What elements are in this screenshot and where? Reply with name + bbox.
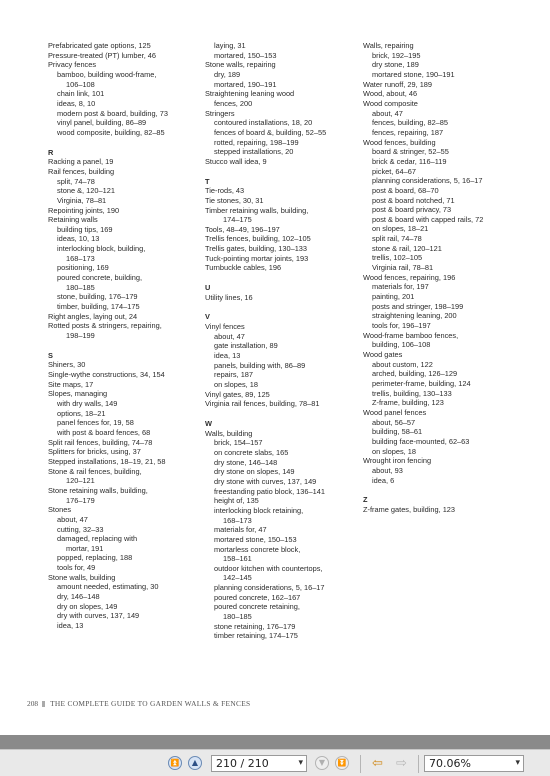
forward-arrow-icon: ⇨ — [396, 756, 407, 771]
book-title: THE COMPLETE GUIDE TO GARDEN WALLS & FENCES — [50, 699, 251, 708]
index-subentry: timber retaining, 174–175 — [214, 631, 298, 641]
index-entry: Z-frame gates, building, 123 — [363, 504, 456, 514]
index-subentry: 142–145 — [223, 573, 252, 583]
index-spacer — [205, 273, 355, 278]
page-number: 208 — [27, 699, 39, 708]
index-entry: Vinyl fences — [205, 322, 245, 332]
index-entry: Stone walls, building — [48, 572, 116, 582]
index-subentry: trellis, building, 130–133 — [372, 388, 452, 398]
index-subentry: gate installation, 89 — [214, 341, 278, 351]
index-subentry: brick, 192–195 — [372, 50, 421, 60]
index-spacer — [205, 409, 355, 414]
index-entry: Tools, 48–49, 196–197 — [205, 224, 280, 234]
index-entry: Repointing joints, 190 — [48, 205, 120, 215]
index-subentry: post & board privacy, 73 — [372, 205, 452, 215]
index-subentry: panel fences for, 19, 58 — [57, 418, 134, 428]
index-subentry: panels, building with, 86–89 — [214, 360, 306, 370]
index-entry: Retaining walls — [48, 215, 98, 225]
zoom-value: 70.06% — [429, 757, 471, 770]
index-subentry: bamboo, building wood-frame, — [57, 69, 157, 79]
index-subentry: fences, building, 82–85 — [372, 118, 449, 128]
index-entry: Stucco wall idea, 9 — [205, 156, 267, 166]
zoom-field[interactable] — [424, 755, 524, 772]
index-entry: Slopes, managing — [48, 389, 108, 399]
index-subentry: straightening leaning, 200 — [372, 311, 457, 321]
index-subentry: cutting, 32–33 — [57, 524, 104, 534]
index-subentry: 174–175 — [223, 215, 252, 225]
index-subentry: idea, 13 — [214, 351, 241, 361]
index-subentry: building, 106–108 — [372, 340, 431, 350]
index-subentry: planning considerations, 5, 16–17 — [372, 176, 483, 186]
index-subentry: dry, 146–148 — [57, 592, 100, 602]
index-subentry: materials for, 197 — [372, 282, 429, 292]
index-entry: Prefabricated gate options, 125 — [48, 41, 151, 50]
index-subentry: split rail, 74–78 — [372, 234, 422, 244]
toolbar-divider — [418, 755, 419, 773]
index-subentry: picket, 64–67 — [372, 166, 416, 176]
index-entry: Wood panel fences — [363, 407, 427, 417]
index-subentry: wood composite, building, 82–85 — [57, 127, 165, 137]
index-column-1 — [48, 41, 198, 631]
index-subentry: 180–185 — [223, 612, 252, 622]
index-subentry: about, 47 — [214, 331, 245, 341]
index-spacer — [205, 167, 355, 172]
index-subentry: split, 74–78 — [57, 176, 95, 186]
footer-separator — [42, 701, 45, 707]
index-subentry: arched, building, 126–129 — [372, 369, 458, 379]
index-subentry: board & stringer, 52–55 — [372, 147, 449, 157]
index-entry: Privacy fences — [48, 60, 97, 70]
index-subentry: options, 18–21 — [57, 408, 106, 418]
index-subentry: fences of board &, building, 52–55 — [214, 127, 327, 137]
forward-button[interactable] — [396, 756, 407, 772]
last-page-icon: ⏬ — [337, 759, 347, 767]
index-entry: Tie-rods, 43 — [205, 186, 245, 196]
index-entry: Wood composite — [363, 98, 418, 108]
index-subentry: on concrete slabs, 165 — [214, 447, 289, 457]
index-subentry: dry stone, 189 — [372, 60, 419, 70]
index-subentry: freestanding patio block, 136–141 — [214, 486, 325, 496]
last-page-button[interactable] — [335, 756, 349, 770]
index-entry: Wood-frame bamboo fences, — [363, 330, 459, 340]
index-subentry: post & board with capped rails, 72 — [372, 214, 484, 224]
index-entry: Walls, repairing — [363, 41, 414, 50]
index-subentry: 158–161 — [223, 554, 252, 564]
page-footer — [27, 699, 250, 708]
index-subentry: 198–199 — [66, 331, 95, 341]
index-subentry: contoured installations, 18, 20 — [214, 118, 313, 128]
index-subentry: chain link, 101 — [57, 89, 105, 99]
index-entry: Stone & rail fences, building, — [48, 466, 142, 476]
index-subentry: building, 58–61 — [372, 427, 423, 437]
index-subentry: Virginia rail, 78–81 — [372, 263, 434, 273]
next-page-icon: ▼ — [318, 758, 326, 767]
previous-page-icon: ▲ — [191, 758, 199, 767]
index-spacer — [48, 341, 198, 346]
page-dropdown-icon: ▾ — [298, 758, 303, 768]
index-entry: Wood fences, building — [363, 137, 436, 147]
index-subentry: mortared stone, 190–191 — [372, 69, 455, 79]
index-subentry: Z-frame, building, 123 — [372, 398, 444, 408]
index-subentry: stone, building, 176–179 — [57, 292, 138, 302]
index-entry: Splitters for bricks, using, 37 — [48, 447, 141, 457]
index-entry: Turnbuckle cables, 196 — [205, 263, 282, 273]
index-subentry: mortared stone, 150–153 — [214, 534, 297, 544]
index-column-2 — [205, 41, 355, 641]
index-section-letter: V — [205, 312, 210, 322]
index-subentry: timber, building, 174–175 — [57, 302, 140, 312]
index-subentry: idea, 13 — [57, 621, 84, 631]
index-entry: Vinyl gates, 89, 125 — [205, 389, 270, 399]
index-subentry: about custom, 122 — [372, 359, 433, 369]
index-subentry: idea, 6 — [372, 475, 395, 485]
index-entry: Walls, building — [205, 428, 253, 438]
index-subentry: building face-mounted, 62–63 — [372, 436, 470, 446]
index-entry: Site maps, 17 — [48, 379, 94, 389]
index-entry: Rail fences, building — [48, 166, 115, 176]
index-subentry: dry stone with curves, 137, 149 — [214, 476, 317, 486]
index-subentry: damaged, replacing with — [57, 534, 138, 544]
first-page-button[interactable] — [168, 756, 182, 770]
index-entry: Wood, about, 46 — [363, 89, 418, 99]
page-number-value: 210 / 210 — [216, 757, 269, 770]
index-subentry: ideas, 10, 13 — [57, 234, 100, 244]
index-subentry: height of, 135 — [214, 496, 259, 506]
index-subentry: posts and stringer, 198–199 — [372, 301, 464, 311]
index-subentry: dry, 189 — [214, 69, 241, 79]
index-subentry: post & board, 68–70 — [372, 185, 439, 195]
index-subentry: 168–173 — [223, 515, 252, 525]
index-subentry: stepped installations, 20 — [214, 147, 294, 157]
index-subentry: Virginia, 78–81 — [57, 195, 107, 205]
index-spacer — [205, 302, 355, 307]
index-subentry: materials for, 47 — [214, 525, 267, 535]
next-page-button[interactable] — [315, 756, 329, 770]
index-section-letter: W — [205, 418, 212, 428]
index-section-letter: S — [48, 350, 53, 360]
zoom-dropdown-icon: ▾ — [515, 758, 520, 768]
index-entry: Wood fences, repairing, 196 — [363, 272, 456, 282]
back-arrow-icon: ⇦ — [372, 756, 383, 771]
back-button[interactable] — [372, 756, 383, 772]
index-subentry: perimeter-frame, building, 124 — [372, 378, 471, 388]
index-subentry: about, 56–57 — [372, 417, 416, 427]
index-subentry: dry on slopes, 149 — [57, 601, 118, 611]
index-subentry: 168–173 — [66, 253, 95, 263]
index-subentry: 120–121 — [66, 476, 95, 486]
index-subentry: on slopes, 18 — [372, 446, 416, 456]
index-subentry: on slopes, 18 — [214, 380, 258, 389]
index-entry: Tie stones, 30, 31 — [205, 195, 264, 205]
index-subentry: laying, 31 — [214, 41, 246, 50]
index-subentry: about, 93 — [372, 465, 403, 475]
index-entry: Wood gates — [363, 350, 403, 359]
index-section-letter: Z — [363, 495, 368, 505]
index-entry: Shiners, 30 — [48, 360, 86, 370]
index-subentry: mortarless concrete block, — [214, 544, 301, 554]
index-subentry: planning considerations, 5, 16–17 — [214, 583, 325, 593]
index-subentry: poured concrete, building, — [57, 273, 143, 283]
previous-page-button[interactable] — [188, 756, 202, 770]
index-subentry: trellis, 102–105 — [372, 253, 423, 263]
index-entry: Timber retaining walls, building, — [205, 205, 309, 215]
index-subentry: amount needed, estimating, 30 — [57, 582, 159, 592]
index-subentry: popped, replacing, 188 — [57, 553, 133, 563]
index-subentry: with dry walls, 149 — [57, 398, 118, 408]
index-subentry: about, 47 — [57, 514, 88, 524]
index-subentry: 106–108 — [66, 79, 95, 89]
index-subentry: poured concrete, 162–167 — [214, 592, 301, 602]
index-subentry: painting, 201 — [372, 292, 415, 302]
index-section-letter: T — [205, 176, 210, 186]
index-subentry: with post & board fences, 68 — [57, 427, 151, 437]
index-entry: Stone walls, repairing — [205, 60, 276, 70]
index-subentry: tools for, 49 — [57, 563, 96, 573]
index-entry: Single-wythe constructions, 34, 154 — [48, 370, 165, 379]
index-subentry: ideas, 8, 10 — [57, 98, 96, 108]
index-spacer — [363, 485, 533, 490]
index-subentry: vinyl panel, building, 86–89 — [57, 118, 147, 128]
index-subentry: 180–185 — [66, 282, 95, 292]
pdf-toolbar — [0, 749, 550, 776]
index-subentry: post & board notched, 71 — [372, 195, 455, 205]
index-entry: Virginia rail fences, building, 78–81 — [205, 399, 320, 409]
index-entry: Right angles, laying out, 24 — [48, 311, 138, 321]
index-entry: Stringers — [205, 108, 235, 118]
index-entry: Water runoff, 29, 189 — [363, 79, 433, 89]
index-subentry: modern post & board, building, 73 — [57, 108, 168, 118]
index-column-3 — [363, 41, 533, 515]
index-subentry: dry stone on slopes, 149 — [214, 467, 295, 477]
index-subentry: mortared, 190–191 — [214, 79, 277, 89]
index-subentry: about, 47 — [372, 108, 403, 118]
index-subentry: 176–179 — [66, 495, 95, 505]
index-subentry: dry with curves, 137, 149 — [57, 611, 140, 621]
index-subentry: fences, 200 — [214, 98, 253, 108]
index-subentry: mortared, 150–153 — [214, 50, 277, 60]
index-entry: Split rail fences, building, 74–78 — [48, 437, 153, 447]
index-entry: Tuck-pointing mortar joints, 193 — [205, 253, 309, 263]
index-subentry: on slopes, 18–21 — [372, 224, 429, 234]
index-subentry: fences, repairing, 187 — [372, 127, 444, 137]
index-entry: Stone retaining walls, building, — [48, 485, 148, 495]
index-subentry: stone retaining, 176–179 — [214, 621, 296, 631]
index-subentry: brick & cedar, 116–119 — [372, 156, 447, 166]
index-subentry: outdoor kitchen with countertops, — [214, 563, 323, 573]
index-entry: Straightening leaning wood — [205, 89, 295, 99]
index-subentry: interlocking block, building, — [57, 244, 146, 254]
toolbar-divider — [360, 755, 361, 773]
first-page-icon: ⏫ — [170, 759, 180, 767]
index-entry: Stones — [48, 505, 72, 515]
index-subentry: positioning, 169 — [57, 263, 109, 273]
index-entry: Wrought iron fencing — [363, 456, 432, 466]
index-spacer — [48, 138, 198, 143]
index-entry: Rotted posts & stringers, repairing, — [48, 321, 162, 331]
index-subentry: mortar, 191 — [66, 543, 104, 553]
index-entry: Pressure-treated (PT) lumber, 46 — [48, 50, 157, 60]
index-entry: Racking a panel, 19 — [48, 157, 114, 167]
index-subentry: tools for, 196–197 — [372, 321, 431, 331]
index-subentry: rotted, repairing, 198–199 — [214, 137, 299, 147]
index-section-letter: R — [48, 147, 54, 157]
index-subentry: dry stone, 146–148 — [214, 457, 278, 467]
index-entry: Stepped installations, 18–19, 21, 58 — [48, 456, 166, 466]
index-subentry: stone &, 120–121 — [57, 186, 115, 196]
viewer-divider — [0, 735, 550, 749]
index-subentry: stone & rail, 120–121 — [372, 243, 442, 253]
index-entry: Trellis gates, building, 130–133 — [205, 244, 308, 254]
index-entry: Utility lines, 16 — [205, 292, 253, 302]
page-number-field[interactable] — [211, 755, 307, 772]
index-subentry: interlocking block retaining, — [214, 505, 304, 515]
index-subentry: poured concrete retaining, — [214, 602, 300, 612]
index-subentry: brick, 154–157 — [214, 438, 263, 448]
index-section-letter: U — [205, 283, 211, 293]
index-entry: Trellis fences, building, 102–105 — [205, 234, 311, 244]
index-subentry: repairs, 187 — [214, 370, 254, 380]
index-subentry: building tips, 169 — [57, 224, 113, 234]
